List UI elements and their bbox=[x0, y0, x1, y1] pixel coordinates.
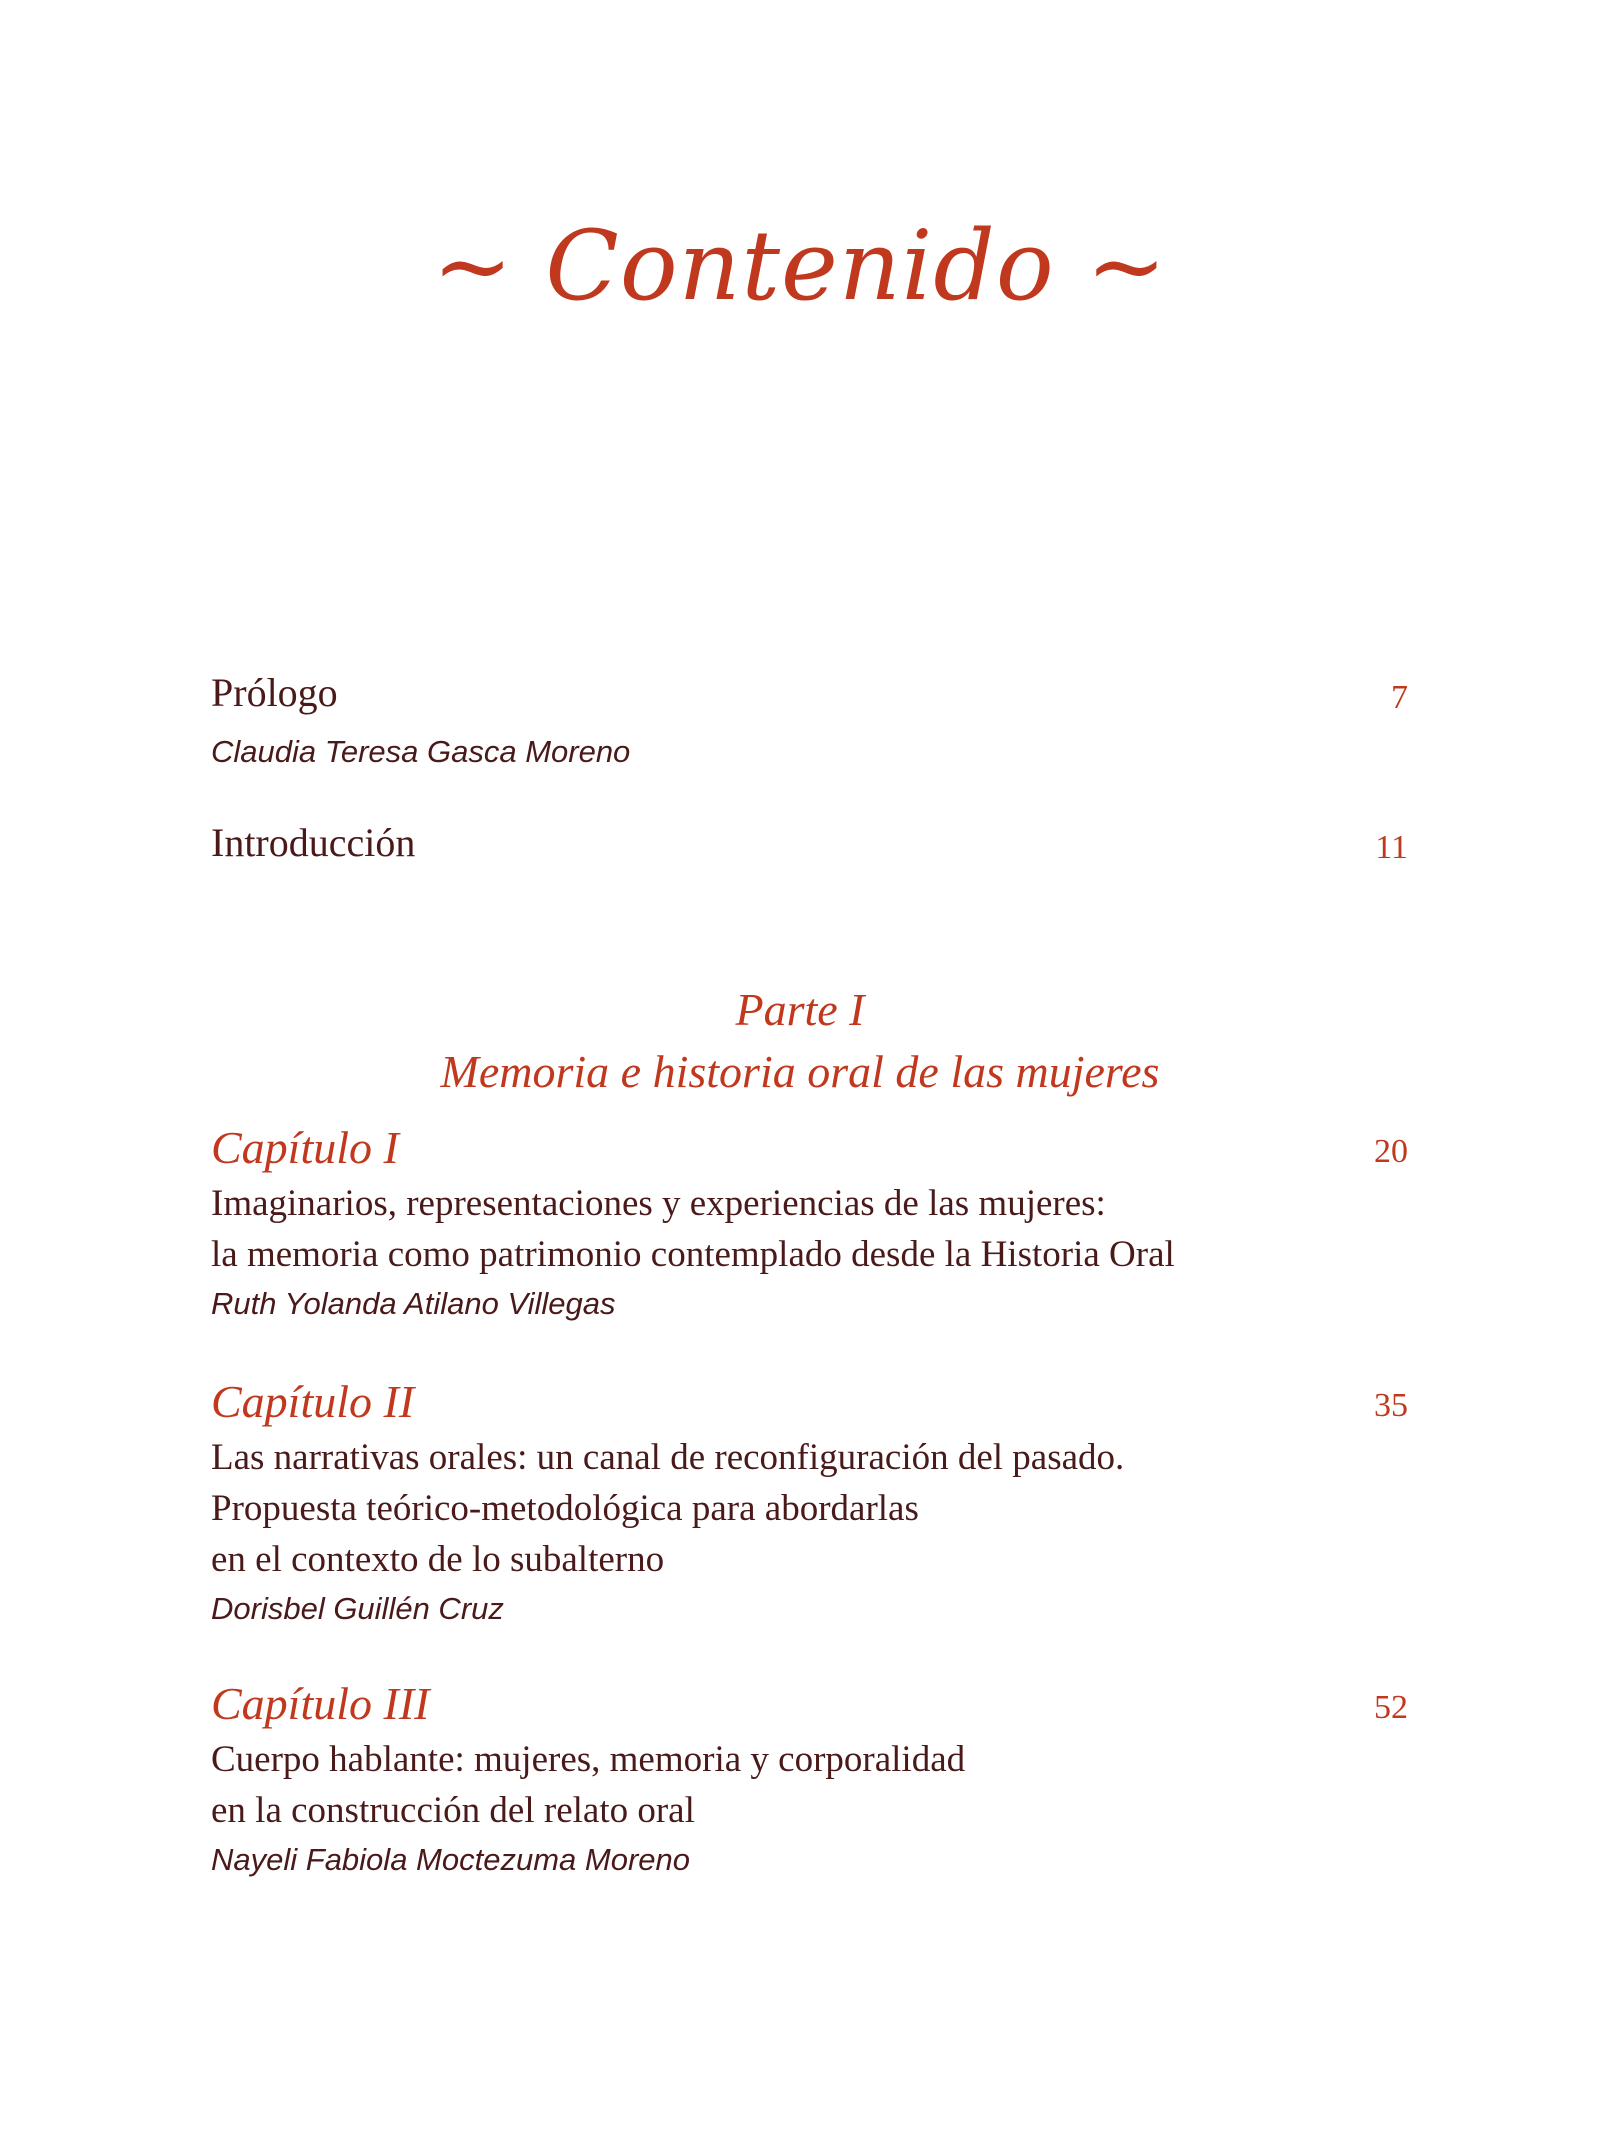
entry-author: Dorisbel Guillén Cruz bbox=[211, 1591, 504, 1626]
entry-author: Claudia Teresa Gasca Moreno bbox=[211, 734, 631, 769]
page-number: 7 bbox=[1391, 679, 1408, 716]
page-title: ~ Contenido ~ bbox=[432, 210, 1168, 322]
toc-entry-prologo[interactable] bbox=[211, 668, 1408, 774]
part-subtitle: Memoria e historia oral de las mujeres bbox=[440, 1046, 1160, 1097]
page-number: 20 bbox=[1374, 1133, 1408, 1170]
entry-title: Introducción bbox=[211, 820, 416, 865]
chapter-title bbox=[211, 1178, 1408, 1280]
entry-author: Ruth Yolanda Atilano Villegas bbox=[211, 1286, 616, 1321]
toc-entry-chapter-3[interactable] bbox=[211, 1676, 1408, 1882]
chapter-title-line: Propuesta teórico-metodológica para abordarlas bbox=[211, 1488, 919, 1529]
chapter-label: Capítulo III bbox=[211, 1678, 430, 1729]
chapter-title-line: Imaginarios, representaciones y experiencias de las mujeres: bbox=[211, 1183, 1106, 1224]
chapter-title-line: Las narrativas orales: un canal de reconfiguración del pasado. bbox=[211, 1437, 1125, 1478]
chapter-title-line: Cuerpo hablante: mujeres, memoria y corporalidad bbox=[211, 1739, 966, 1780]
chapter-title bbox=[211, 1432, 1408, 1585]
chapter-label: Capítulo II bbox=[211, 1376, 415, 1427]
page-number: 35 bbox=[1374, 1387, 1408, 1424]
chapter-title-line: la memoria como patrimonio contemplado desde la Historia Oral bbox=[211, 1234, 1175, 1275]
chapter-title-line: en el contexto de lo subalterno bbox=[211, 1539, 665, 1580]
page-number: 11 bbox=[1375, 829, 1408, 866]
chapter-title bbox=[211, 1734, 1408, 1836]
toc-entry-chapter-2[interactable] bbox=[211, 1374, 1408, 1631]
chapter-title-line: en la construcción del relato oral bbox=[211, 1790, 695, 1831]
chapter-label: Capítulo I bbox=[211, 1122, 399, 1173]
toc-entry-introduccion[interactable] bbox=[211, 818, 1408, 878]
page-number: 52 bbox=[1374, 1689, 1408, 1726]
entry-title: Prólogo bbox=[211, 670, 338, 715]
part-label: Parte I bbox=[735, 984, 865, 1035]
toc-entry-chapter-1[interactable] bbox=[211, 1120, 1408, 1326]
entry-author: Nayeli Fabiola Moctezuma Moreno bbox=[211, 1842, 690, 1877]
